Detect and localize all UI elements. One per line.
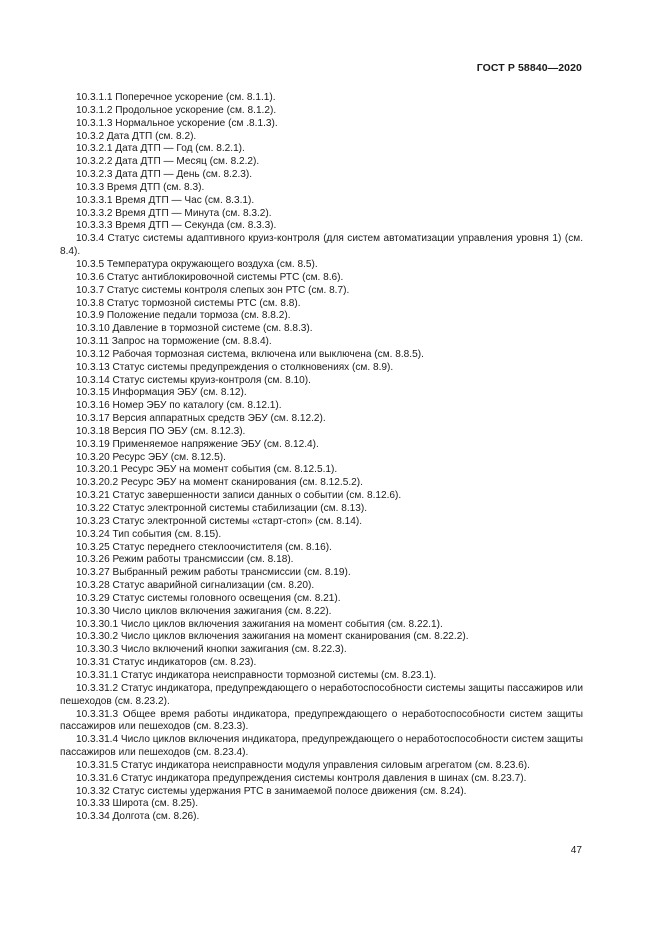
clause-item: 10.3.8 Статус тормозной системы РТС (см. 8.8). — [76, 297, 301, 309]
clause-item: 10.3.20.1 Ресурс ЭБУ на момент события (см. 8.12.5.1). — [76, 464, 338, 476]
clause-item: 10.3.32 Статус системы удержания РТС в занимаемой полосе движения (см. 8.24). — [76, 785, 467, 797]
clause-item: 10.3.22 Статус электронной системы стабилизации (см. 8.13). — [76, 503, 368, 514]
clause-item: 10.3.3.3 Время ДТП — Секунда (см. 8.3.3). — [76, 220, 277, 232]
clause-item: 10.3.15 Информация ЭБУ (см. 8.12). — [76, 387, 247, 399]
clause-item: 10.3.30.1 Число циклов включения зажигания на момент события (см. 8.22.1). — [76, 618, 443, 630]
clause-item: 10.3.31 Статус индикаторов (см. 8.23). — [76, 657, 257, 669]
clause-item: 10.3.21 Статус завершенности записи данных о событии (см. 8.12.6). — [76, 490, 402, 502]
clause-item: 10.3.34 Долгота (см. 8.26). — [76, 811, 200, 823]
clause-item: 10.3.6 Статус антиблокировочной системы РТС (см. 8.6). — [76, 271, 344, 283]
clause-item: 10.3.29 Статус системы головного освещения (см. 8.21). — [76, 592, 341, 604]
clause-item: 10.3.3.2 Время ДТП — Минута (см. 8.3.2). — [76, 207, 272, 219]
clause-item: 10.3.25 Статус переднего стеклоочистителя (см. 8.16). — [76, 541, 332, 553]
clause-item: 10.3.31.5 Статус индикатора неисправности модуля управления силовым агрегатом (см. 8.23.6). — [76, 759, 530, 771]
clause-item: 10.3.23 Статус электронной системы «старт-стоп» (см. 8.14). — [76, 515, 363, 527]
clause-item: 10.3.19 Применяемое напряжение ЭБУ (см. 8.12.4). — [76, 438, 319, 450]
clause-item: 10.3.28 Статус аварийной сигнализации (см. 8.20). — [76, 580, 315, 592]
clause-item: 10.3.33 Широта (см. 8.25). — [76, 798, 199, 810]
clause-item: 10.3.13 Статус системы предупреждения о столкновениях (см. 8.9). — [76, 361, 394, 373]
clause-item: 10.3.14 Статус системы круиз-контроля (см. 8.10). — [76, 374, 311, 386]
document-body — [60, 92, 583, 824]
clause-item: 10.3.5 Температура окружающего воздуха (см. 8.5). — [76, 258, 318, 270]
clause-item: 10.3.31.1 Статус индикатора неисправности тормозной системы (см. 8.23.1). — [76, 669, 437, 681]
clause-item: 10.3.1.3 Нормальное ускорение (см .8.1.3). — [76, 117, 278, 129]
clause-item: 10.3.9 Положение педали тормоза (см. 8.8.2). — [76, 310, 291, 322]
clause-item: 10.3.31.6 Статус индикатора предупреждения системы контроля давления в шинах (см. 8.23.7). — [76, 772, 527, 784]
clause-item: 10.3.2.3 Дата ДТП — День (см. 8.2.3). — [76, 169, 253, 181]
clause-item: 10.3.20 Ресурс ЭБУ (см. 8.12.5). — [76, 451, 226, 463]
clause-item: 10.3.18 Версия ПО ЭБУ (см. 8.12.3). — [76, 425, 246, 437]
clause-item: 10.3.2.2 Дата ДТП — Месяц (см. 8.2.2). — [76, 156, 260, 168]
clause-item: 10.3.31.4 Число циклов включения индикатора, предупреждающего о неработоспособности систем защиты пассажиров или пешеходов (см. 8.23.4). — [60, 734, 583, 759]
clause-item: 10.3.2 Дата ДТП (см. 8.2). — [76, 130, 197, 142]
clause-item: 10.3.7 Статус системы контроля слепых зон РТС (см. 8.7). — [76, 284, 350, 296]
clause-item: 10.3.26 Режим работы трансмиссии (см. 8.18). — [76, 554, 294, 566]
clause-item: 10.3.3 Время ДТП (см. 8.3). — [76, 181, 205, 193]
clause-item: 10.3.16 Номер ЭБУ по каталогу (см. 8.12.1). — [76, 400, 282, 412]
clause-item: 10.3.30.2 Число циклов включения зажигания на момент сканирования (см. 8.22.2). — [76, 631, 469, 643]
clause-item: 10.3.20.2 Ресурс ЭБУ на момент сканирования (см. 8.12.5.2). — [76, 477, 363, 489]
clause-item: 10.3.11 Запрос на торможение (см. 8.8.4). — [76, 336, 272, 348]
clause-item: 10.3.1.1 Поперечное ускорение (см. 8.1.1). — [76, 92, 276, 103]
clause-item: 10.3.3.1 Время ДТП — Час (см. 8.3.1). — [76, 194, 255, 206]
clause-item: 10.3.30.3 Число включений кнопки зажигания (см. 8.22.3). — [76, 644, 347, 656]
clause-item: 10.3.12 Рабочая тормозная система, включена или выключена (см. 8.8.5). — [76, 348, 424, 360]
clause-item: 10.3.10 Давление в тормозной системе (см. 8.8.3). — [76, 323, 313, 335]
document-header-standard: ГОСТ Р 58840—2020 — [476, 62, 582, 74]
clause-item: 10.3.2.1 Дата ДТП — Год (см. 8.2.1). — [76, 143, 245, 155]
clause-item: 10.3.30 Число циклов включения зажигания (см. 8.22). — [76, 605, 332, 617]
clause-item: 10.3.4 Статус системы адаптивного круиз-контроля (для систем автоматизации управления уровня 1) (см. 8.4). — [60, 233, 583, 258]
clause-item: 10.3.31.2 Статус индикатора, предупреждающего о неработоспособности системы защиты пассажиров или пешеходов (см. 8.23.2). — [60, 682, 583, 707]
clause-item: 10.3.27 Выбранный режим работы трансмиссии (см. 8.19). — [76, 567, 351, 579]
clause-item: 10.3.1.2 Продольное ускорение (см. 8.1.2). — [76, 104, 277, 116]
clause-item: 10.3.17 Версия аппаратных средств ЭБУ (см. 8.12.2). — [76, 413, 326, 425]
clause-item: 10.3.24 Тип события (см. 8.15). — [76, 528, 222, 540]
clause-item: 10.3.31.3 Общее время работы индикатора, предупреждающего о неработоспособности систем защиты пассажиров или пешеходов (см. 8.23.3). — [60, 708, 583, 733]
page-number: 47 — [570, 845, 582, 856]
